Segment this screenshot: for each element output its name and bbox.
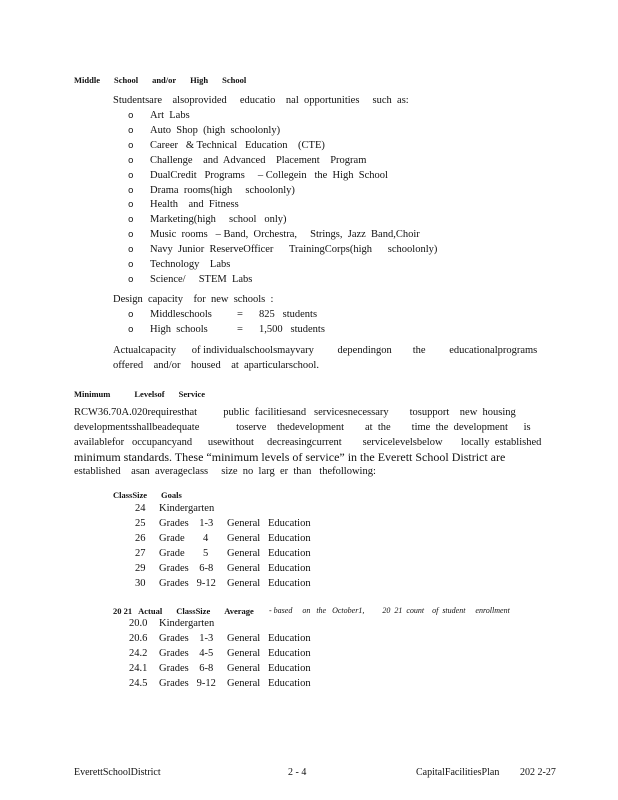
program-item: Science/ STEM Labs xyxy=(150,273,253,285)
table-cell-grade: Grades 6-8 xyxy=(159,663,214,674)
table-cell-edu: Education xyxy=(268,648,311,659)
table-cell-edu: Education xyxy=(268,533,311,544)
table-cell-edu: Education xyxy=(268,678,311,689)
design-capacity-eq: = xyxy=(237,309,243,320)
table-cell-n: 20.0 xyxy=(129,618,148,629)
actual-class-size-heading: 20 21 Actual ClassSize Average xyxy=(113,606,254,616)
class-size-goals-heading: ClassSize Goals xyxy=(113,490,182,500)
design-capacity-eq: = xyxy=(237,324,243,335)
footer-district: EverettSchoolDistrict xyxy=(74,767,161,778)
sub-bullet-marker: o xyxy=(128,310,134,320)
footer-plan-title: CapitalFacilitiesPlan xyxy=(416,767,500,778)
table-cell-n: 27 xyxy=(135,548,146,559)
program-item: Art Labs xyxy=(150,110,190,121)
table-cell-edu: Education xyxy=(268,633,311,644)
rcw-paragraph-line5: established asan averageclass size no larg er than thefollowing: xyxy=(74,466,376,477)
table-cell-grade: Grade 4 xyxy=(159,533,209,544)
sub-bullet-marker: o xyxy=(128,111,134,121)
sub-bullet-marker: o xyxy=(128,125,134,136)
sub-bullet-marker: o xyxy=(128,185,134,196)
program-item: Marketing(high school only) xyxy=(150,214,287,226)
program-item: Music rooms – Band, Orchestra, Strings, Jazz Band,Choir xyxy=(150,229,420,241)
program-item: Career & Technical Education (CTE) xyxy=(150,139,325,151)
table-cell-gen: General xyxy=(227,678,261,689)
program-item: Health and Fitness xyxy=(150,199,239,211)
actual-capacity-line1: Actualcapacity of individualschoolsmayvary dependingon the educationalprograms xyxy=(113,345,538,356)
sub-bullet-marker: o xyxy=(128,155,134,166)
table-cell-edu: Education xyxy=(268,518,311,529)
table-cell-n: 25 xyxy=(135,518,146,529)
table-cell-edu: Education xyxy=(268,563,311,574)
design-capacity-intro: Design capacity for new schools : xyxy=(113,294,274,305)
rcw-paragraph-line3: availablefor occupancyand usewithout decreasingcurrent servicelevelsbelow locally established xyxy=(74,437,542,448)
table-cell-gen: General xyxy=(227,548,261,559)
table-cell-gen: General xyxy=(227,578,261,589)
table-cell-grade: Grades 9-12 xyxy=(159,678,216,689)
design-capacity-value: 1,500 students xyxy=(259,324,325,335)
table-cell-n: 30 xyxy=(135,578,146,589)
table-cell-grade: Grades 9-12 xyxy=(159,578,216,589)
sub-bullet-marker: o xyxy=(128,325,134,335)
table-cell-edu: Education xyxy=(268,578,311,589)
table-cell-edu: Education xyxy=(268,663,311,674)
table-cell-n: 24.5 xyxy=(129,678,148,689)
table-cell-edu: Education xyxy=(268,548,311,559)
opportunities-intro: Studentsare alsoprovided educatio nal opportunities such as: xyxy=(113,95,409,106)
table-cell-gen: General xyxy=(227,563,261,574)
design-capacity-label: High schools xyxy=(150,324,208,335)
actual-class-size-note: - based on the October1, 20 21 count of student enrollment xyxy=(269,606,510,615)
program-item: Navy Junior ReserveOfficer TrainingCorps(high schoolonly) xyxy=(150,244,438,256)
sub-bullet-marker: o xyxy=(128,215,134,226)
sub-bullet-marker: o xyxy=(128,200,134,211)
table-cell-gen: General xyxy=(227,648,261,659)
footer-page-number: 2 - 4 xyxy=(288,767,307,778)
table-cell-grade: Grades 4-5 xyxy=(159,648,214,659)
table-cell-n: 20.6 xyxy=(129,633,148,644)
table-cell-gen: General xyxy=(227,633,261,644)
footer-year: 202 2-27 xyxy=(520,767,556,778)
design-capacity-value: 825 students xyxy=(259,309,318,320)
rcw-paragraph-line4: minimum standards. These “minimum levels of service” in the Everett School District are xyxy=(74,450,506,464)
table-cell-n: 29 xyxy=(135,563,146,574)
table-cell-n: 26 xyxy=(135,533,146,544)
program-item: Auto Shop (high schoolonly) xyxy=(150,124,281,136)
program-item: DualCredit Programs – Collegein the High School xyxy=(150,169,388,181)
table-cell-grade: Grades 1-3 xyxy=(159,518,214,529)
program-item: Technology Labs xyxy=(150,259,231,270)
table-cell-n: 24.1 xyxy=(129,663,148,674)
sub-bullet-marker: o xyxy=(128,230,134,241)
sub-bullet-marker: o xyxy=(128,170,134,181)
program-item: Drama rooms(high schoolonly) xyxy=(150,184,295,196)
section-heading-minimum-levels: Minimum Levelsof Service xyxy=(74,389,206,399)
table-cell-gen: General xyxy=(227,518,261,529)
sub-bullet-marker: o xyxy=(128,140,134,151)
table-cell-n: 24.2 xyxy=(129,648,148,659)
table-cell-grade: Kindergarten xyxy=(159,618,215,629)
table-cell-grade: Kindergarten xyxy=(159,503,215,514)
table-cell-gen: General xyxy=(227,663,261,674)
rcw-paragraph-line1: RCW36.70A.020requiresthat public facilitiesand servicesnecessary tosupport new housing xyxy=(74,407,516,418)
section-heading-middle-high: Middle School and/or High School xyxy=(74,75,247,85)
table-cell-grade: Grades 1-3 xyxy=(159,633,214,644)
table-cell-gen: General xyxy=(227,533,261,544)
table-cell-grade: Grades 6-8 xyxy=(159,563,214,574)
sub-bullet-marker: o xyxy=(128,260,134,270)
table-cell-grade: Grade 5 xyxy=(159,548,209,559)
table-cell-n: 24 xyxy=(135,503,146,514)
sub-bullet-marker: o xyxy=(128,245,134,256)
rcw-paragraph-line2: developmentsshallbeadequate toserve thedevelopment at the time the development is xyxy=(74,422,531,433)
sub-bullet-marker: o xyxy=(128,274,134,285)
design-capacity-label: Middleschools xyxy=(150,309,212,320)
program-item: Challenge and Advanced Placement Program xyxy=(150,154,367,166)
actual-capacity-line2: offered and/or housed at aparticularschool. xyxy=(113,360,319,371)
